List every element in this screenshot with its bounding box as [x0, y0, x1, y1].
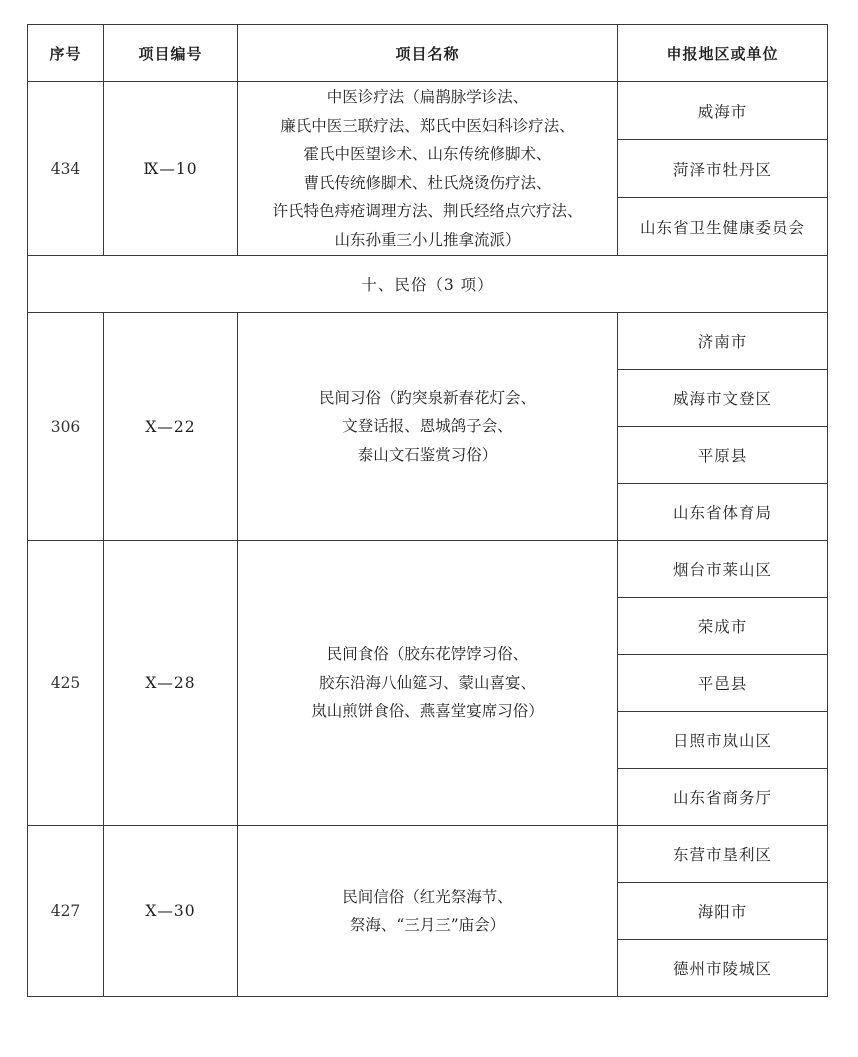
project-name-line: 岚山煎饼食俗、燕喜堂宴席习俗）: [311, 702, 544, 721]
project-name-line: 廉氏中医三联疗法、郑氏中医妇科诊疗法、: [280, 116, 575, 135]
table-header-row: [28, 25, 828, 82]
row-seq: 427: [28, 826, 104, 997]
project-name-line: 霍氏中医望诊术、山东传统修脚术、: [303, 145, 552, 163]
row-unit: 威海市文登区: [618, 370, 828, 427]
row-unit: 山东省卫生健康委员会: [618, 198, 828, 256]
project-name-line: 文登话报、恩城鸽子会、: [342, 417, 513, 436]
row-project-name: [238, 826, 618, 997]
project-name-line: 祭海、“三月三”庙会）: [349, 916, 506, 934]
row-unit: 荣成市: [618, 598, 828, 655]
row-seq: 306: [28, 313, 104, 541]
project-name-line: 民间食俗（胶东花饽饽习俗、: [326, 645, 529, 664]
row-unit: 山东省体育局: [618, 484, 828, 541]
project-name-line: 曹氏传统修脚术、杜氏烧烫伤疗法、: [303, 173, 552, 192]
row-unit: 海阳市: [618, 883, 828, 940]
row-project-name: [238, 313, 618, 541]
table-row: [28, 313, 828, 370]
table-row: [28, 826, 828, 883]
project-name-line: 山东孙重三小儿推拿流派）: [334, 230, 521, 249]
header-code: 项目编号: [104, 25, 238, 82]
row-code: Ⅹ—28: [104, 541, 238, 826]
heritage-project-table: [27, 24, 828, 997]
row-unit: 平原县: [618, 427, 828, 484]
table-row: [28, 541, 828, 598]
row-unit: 日照市岚山区: [618, 712, 828, 769]
header-seq: 序号: [28, 25, 104, 82]
project-name-line: 中医诊疗法（扁鹊脉学诊法、: [326, 88, 529, 106]
row-seq: 434: [28, 82, 104, 256]
row-unit: 威海市: [618, 82, 828, 140]
project-name-line: 民间信俗（红光祭海节、: [342, 887, 513, 906]
row-unit: 菏泽市牡丹区: [618, 140, 828, 198]
row-unit: 平邑县: [618, 655, 828, 712]
row-project-name: [238, 82, 618, 256]
row-code: Ⅹ—30: [104, 826, 238, 997]
project-name-line: 许氏特色痔疮调理方法、荆氏经络点穴疗法、: [272, 202, 583, 220]
header-name: 项目名称: [238, 25, 618, 82]
row-unit: 德州市陵城区: [618, 940, 828, 997]
project-name-line: 民间习俗（趵突泉新春花灯会、: [318, 388, 536, 407]
row-unit: 山东省商务厅: [618, 769, 828, 826]
row-unit: 烟台市莱山区: [618, 541, 828, 598]
section-title: 十、民俗（3 项）: [28, 256, 828, 313]
project-name-line: 泰山文石鉴赏习俗）: [357, 445, 498, 464]
row-code: Ⅹ—22: [104, 313, 238, 541]
row-code: Ⅸ—10: [104, 82, 238, 256]
row-unit: 东营市垦利区: [618, 826, 828, 883]
section-row: [28, 256, 828, 313]
project-name-line: 胶东沿海八仙筵习、蒙山喜宴、: [318, 673, 536, 692]
row-unit: 济南市: [618, 313, 828, 370]
table-row: [28, 82, 828, 140]
row-seq: 425: [28, 541, 104, 826]
header-unit: 申报地区或单位: [618, 25, 828, 82]
row-project-name: [238, 541, 618, 826]
